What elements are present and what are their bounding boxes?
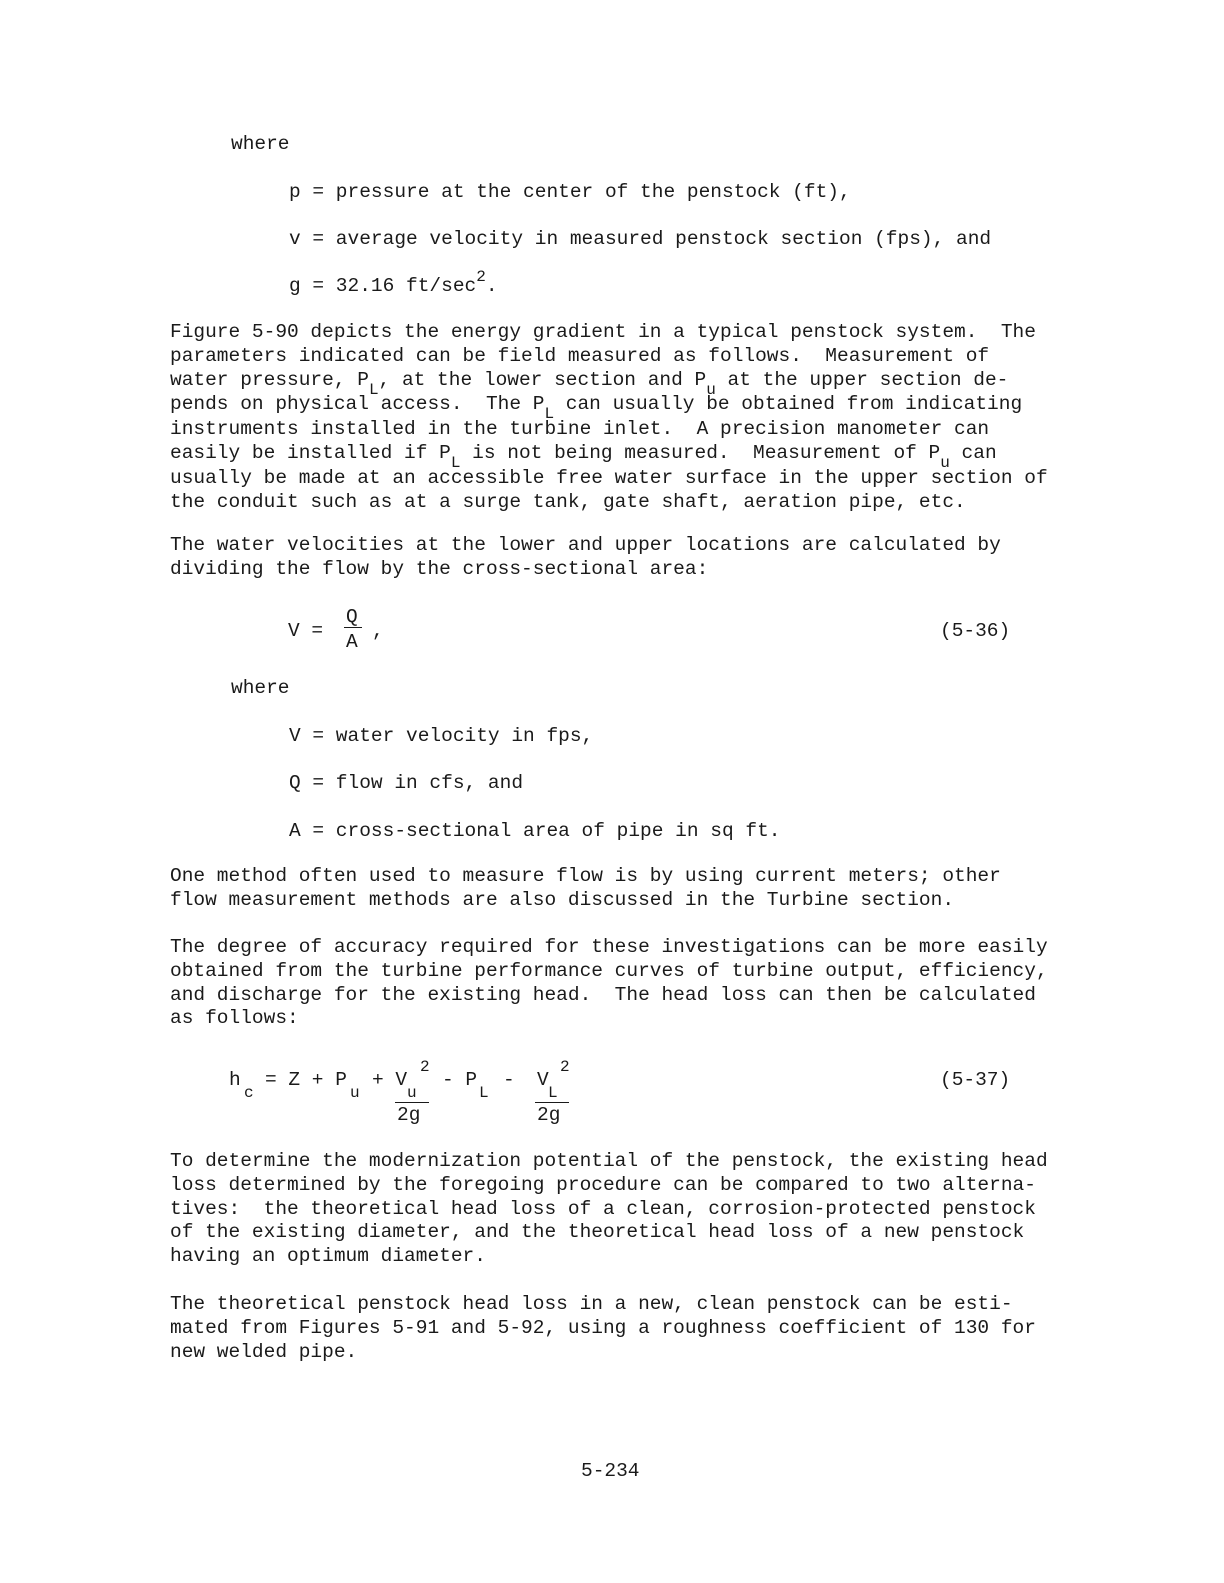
text-line: obtained from the turbine performance curves of turbine output, efficiency, bbox=[170, 959, 1048, 982]
text-fragment: at the upper section de- bbox=[715, 368, 1009, 391]
text-line: To determine the modernization potential of the penstock, the existing head bbox=[170, 1150, 1048, 1172]
text-line: usually be made at an accessible free water surface in the upper section of bbox=[170, 466, 1048, 489]
text-fragment: can usually be obtained from indicating bbox=[554, 393, 1023, 416]
where-label-1: where bbox=[231, 133, 290, 155]
definition-A: A = cross-sectional area of pipe in sq ft. bbox=[289, 820, 781, 842]
paragraph-modernization bbox=[170, 1150, 1070, 1269]
equation-v: V bbox=[537, 1069, 549, 1091]
text-line: the conduit such as at a surge tank, gate shaft, aeration pipe, etc. bbox=[170, 490, 966, 513]
equation-vl-subscript: L bbox=[548, 1084, 558, 1102]
page-number: 5-234 bbox=[581, 1460, 640, 1482]
paragraph-theoretical-loss bbox=[170, 1293, 1070, 1364]
fraction-bar bbox=[395, 1102, 429, 1103]
text-fragment: water pressure, P bbox=[170, 368, 369, 391]
equation-lhs: V = bbox=[288, 620, 324, 642]
text-line: having an optimum diameter. bbox=[170, 1245, 486, 1268]
text-line: Figure 5-90 depicts the energy gradient in a typical penstock system. The bbox=[170, 321, 1036, 343]
paragraph-energy-gradient bbox=[170, 321, 1070, 514]
paragraph-water-velocities bbox=[170, 534, 1070, 582]
definition-g-superscript: 2 bbox=[476, 268, 486, 286]
equation-h: h bbox=[229, 1069, 241, 1091]
definition-V: V = water velocity in fps, bbox=[289, 725, 594, 747]
equation-vu-superscript: 2 bbox=[420, 1058, 430, 1076]
subscript: L bbox=[544, 405, 555, 424]
equation-vu-subscript: u bbox=[407, 1084, 417, 1102]
text-line: The water velocities at the lower and upper locations are calculated by bbox=[170, 534, 1001, 556]
equation-vl-superscript: 2 bbox=[560, 1058, 570, 1076]
text-line bbox=[170, 441, 1070, 472]
equation-comma: , bbox=[372, 620, 384, 642]
equation-denominator-2: 2g bbox=[537, 1104, 561, 1126]
definition-g-end: . bbox=[485, 275, 498, 297]
text-line: flow measurement methods are also discussed in the Turbine section. bbox=[170, 888, 955, 911]
subscript: u bbox=[940, 453, 950, 472]
subscript: L bbox=[450, 453, 461, 472]
paragraph-flow-measurement bbox=[170, 865, 1070, 913]
text-fragment: , at the lower section and P bbox=[378, 368, 707, 391]
text-line: loss determined by the foregoing procedure can be compared to two alterna- bbox=[170, 1173, 1036, 1196]
definition-p: p = pressure at the center of the penstock (ft), bbox=[289, 181, 851, 203]
equation-minus-p: - P bbox=[442, 1069, 478, 1091]
text-line: The degree of accuracy required for these investigations can be more easily bbox=[170, 936, 1048, 958]
definition-g-text: g = 32.16 ft/sec bbox=[289, 275, 477, 297]
subscript: L bbox=[368, 380, 379, 399]
text-line: tives: the theoretical head loss of a clean, corrosion-protected penstock bbox=[170, 1197, 1036, 1220]
equation-plus-v: + V bbox=[372, 1069, 408, 1091]
text-line: and discharge for the existing head. The head loss can then be calculated bbox=[170, 983, 1036, 1006]
equation-pu-subscript: u bbox=[350, 1084, 360, 1102]
text-fragment: pends on physical access. The P bbox=[170, 393, 545, 416]
definition-g bbox=[289, 268, 498, 299]
subscript: u bbox=[706, 380, 716, 399]
text-line: mated from Figures 5-91 and 5-92, using a roughness coefficient of 130 for bbox=[170, 1316, 1036, 1339]
equation-number: (5-36) bbox=[940, 620, 1011, 642]
text-fragment: is not being measured. Measurement of P bbox=[460, 441, 941, 464]
equation-pl-subscript: L bbox=[479, 1084, 489, 1102]
text-line: instruments installed in the turbine inlet. A precision manometer can bbox=[170, 418, 990, 441]
text-line bbox=[170, 393, 1070, 424]
equation-z-p: = Z + P bbox=[265, 1069, 347, 1091]
text-line: new welded pipe. bbox=[170, 1340, 358, 1363]
text-line: The theoretical penstock head loss in a new, clean penstock can be esti- bbox=[170, 1293, 1013, 1315]
definition-Q: Q = flow in cfs, and bbox=[289, 772, 524, 794]
text-line: parameters indicated can be field measured as follows. Measurement of bbox=[170, 344, 990, 367]
text-line: dividing the flow by the cross-sectional area: bbox=[170, 557, 709, 580]
text-line: of the existing diameter, and the theoretical head loss of a new penstock bbox=[170, 1221, 1025, 1244]
fraction-bar bbox=[344, 627, 362, 628]
equation-denominator: A bbox=[346, 631, 358, 653]
paragraph-accuracy bbox=[170, 936, 1070, 1031]
text-line: One method often used to measure flow is by using current meters; other bbox=[170, 865, 1001, 887]
equation-h-subscript: c bbox=[244, 1084, 254, 1102]
definition-v: v = average velocity in measured penstock section (fps), and bbox=[289, 228, 992, 250]
equation-numerator: Q bbox=[346, 606, 358, 628]
text-line bbox=[170, 368, 1070, 399]
equation-minus: - bbox=[503, 1069, 515, 1091]
text-line: as follows: bbox=[170, 1007, 299, 1030]
equation-denominator-1: 2g bbox=[397, 1104, 421, 1126]
text-fragment: can bbox=[949, 441, 997, 464]
equation-number: (5-37) bbox=[940, 1069, 1011, 1091]
fraction-bar bbox=[535, 1102, 569, 1103]
text-fragment: easily be installed if P bbox=[170, 441, 451, 464]
where-label-2: where bbox=[231, 677, 290, 699]
